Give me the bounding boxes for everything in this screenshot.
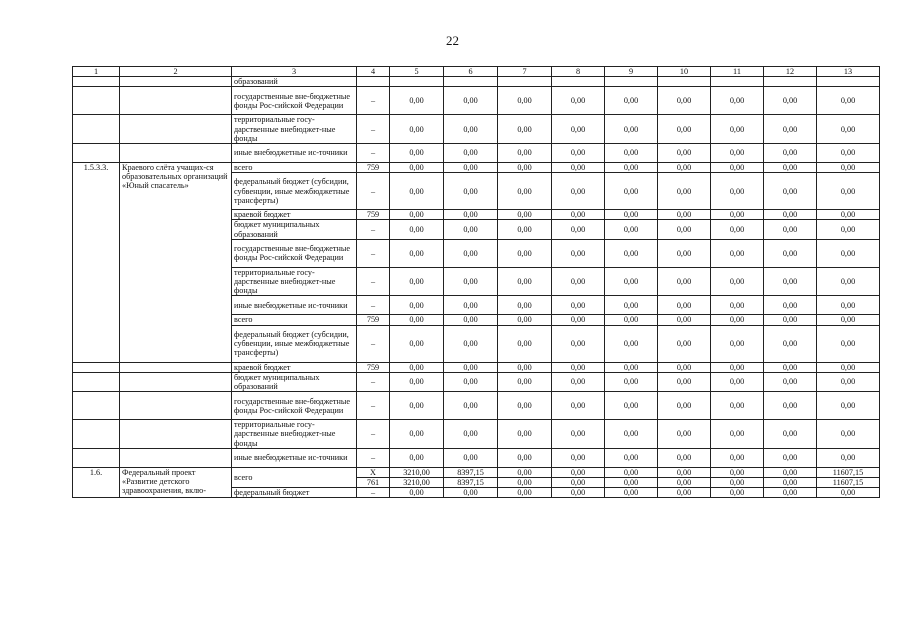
page-number: 22 (446, 33, 459, 48)
amount-cell: 0,00 (552, 488, 605, 498)
amount-cell: 0,00 (390, 296, 444, 315)
column-header: 9 (605, 67, 658, 77)
funding-source-cell: государственные вне-бюджетные фонды Рос-сийской Федерации (232, 87, 357, 115)
amount-cell: 0,00 (764, 372, 817, 391)
amount-cell: 0,00 (658, 87, 711, 115)
amount-cell: 0,00 (764, 325, 817, 362)
budget-table (72, 66, 880, 498)
code-cell: 759 (357, 210, 390, 220)
amount-cell: 0,00 (711, 144, 764, 163)
code-cell: – (357, 296, 390, 315)
item-number-cell (73, 87, 120, 115)
amount-cell: 0,00 (817, 220, 880, 239)
amount-cell: 0,00 (711, 87, 764, 115)
column-header: 3 (232, 67, 357, 77)
amount-cell: 0,00 (605, 220, 658, 239)
table-row (73, 420, 880, 449)
column-header: 13 (817, 67, 880, 77)
item-name-cell (120, 87, 232, 115)
amount-cell: 0,00 (390, 239, 444, 267)
amount-cell: 0,00 (390, 267, 444, 296)
item-number-cell (73, 420, 120, 449)
amount-cell: 0,00 (552, 163, 605, 173)
table-row (73, 144, 880, 163)
amount-cell: 0,00 (658, 325, 711, 362)
code-cell: – (357, 173, 390, 210)
amount-cell: 0,00 (552, 315, 605, 325)
amount-cell: 8397,15 (444, 478, 498, 488)
table-row (73, 448, 880, 467)
amount-cell: 0,00 (390, 173, 444, 210)
amount-cell: 0,00 (605, 87, 658, 115)
amount-cell: 0,00 (444, 210, 498, 220)
code-cell: 759 (357, 163, 390, 173)
amount-cell: 0,00 (658, 210, 711, 220)
amount-cell: 0,00 (764, 392, 817, 420)
code-cell: – (357, 420, 390, 449)
amount-cell: 0,00 (711, 173, 764, 210)
amount-cell: 0,00 (605, 478, 658, 488)
amount-cell: 0,00 (444, 325, 498, 362)
funding-source-cell: территориальные госу-дарственные внебюджет-ные фонды (232, 115, 357, 144)
amount-cell: 0,00 (390, 372, 444, 391)
amount-cell: 0,00 (711, 488, 764, 498)
amount-cell: 0,00 (390, 163, 444, 173)
amount-cell: 0,00 (711, 420, 764, 449)
amount-cell: 0,00 (498, 478, 552, 488)
amount-cell: 0,00 (817, 210, 880, 220)
funding-source-cell: бюджет муниципальных образований (232, 220, 357, 239)
amount-cell: 0,00 (498, 315, 552, 325)
amount-cell: 0,00 (817, 325, 880, 362)
amount-cell: 0,00 (498, 467, 552, 477)
amount-cell: 0,00 (817, 267, 880, 296)
amount-cell: 0,00 (390, 392, 444, 420)
amount-cell: 0,00 (658, 267, 711, 296)
amount-cell: 0,00 (658, 296, 711, 315)
item-number-cell (73, 144, 120, 163)
amount-cell: 0,00 (498, 173, 552, 210)
table-row (73, 87, 880, 115)
amount-cell: 8397,15 (444, 467, 498, 477)
code-cell: – (357, 115, 390, 144)
item-number-cell (73, 115, 120, 144)
amount-cell: 0,00 (498, 163, 552, 173)
code-cell: – (357, 220, 390, 239)
amount-cell: 0,00 (552, 296, 605, 315)
amount-cell: 0,00 (764, 448, 817, 467)
amount-cell: 0,00 (444, 448, 498, 467)
amount-cell: 0,00 (764, 210, 817, 220)
amount-cell: 0,00 (552, 115, 605, 144)
item-name-cell: Федеральный проект «Развитие детского здравоохранения, вклю- (120, 467, 232, 498)
code-cell: – (357, 325, 390, 362)
table-row (73, 163, 880, 173)
amount-cell: 0,00 (444, 420, 498, 449)
amount-cell: 0,00 (552, 87, 605, 115)
amount-cell: 0,00 (444, 488, 498, 498)
amount-cell: 0,00 (552, 372, 605, 391)
funding-source-cell: краевой бюджет (232, 362, 357, 372)
amount-cell: 0,00 (552, 325, 605, 362)
amount-cell: 0,00 (658, 163, 711, 173)
amount-cell: 0,00 (764, 239, 817, 267)
amount-cell: 0,00 (658, 478, 711, 488)
amount-cell: 0,00 (444, 267, 498, 296)
amount-cell: 0,00 (711, 392, 764, 420)
amount-cell: 0,00 (390, 488, 444, 498)
amount-cell: 0,00 (711, 220, 764, 239)
amount-cell (817, 77, 880, 87)
amount-cell: 0,00 (711, 239, 764, 267)
amount-cell: 0,00 (764, 362, 817, 372)
amount-cell: 0,00 (764, 173, 817, 210)
table-row (73, 362, 880, 372)
funding-source-cell: всего (232, 467, 357, 487)
code-cell: – (357, 448, 390, 467)
amount-cell: 0,00 (658, 144, 711, 163)
amount-cell: 0,00 (498, 392, 552, 420)
amount-cell: 0,00 (444, 173, 498, 210)
amount-cell: 0,00 (498, 448, 552, 467)
item-number-cell (73, 372, 120, 391)
amount-cell: 0,00 (390, 362, 444, 372)
amount-cell: 0,00 (498, 362, 552, 372)
amount-cell: 0,00 (658, 173, 711, 210)
amount-cell: 0,00 (552, 467, 605, 477)
amount-cell: 0,00 (658, 467, 711, 477)
amount-cell: 0,00 (605, 315, 658, 325)
funding-source-cell: федеральный бюджет (232, 488, 357, 498)
code-cell: 761 (357, 478, 390, 488)
item-number-cell (73, 392, 120, 420)
amount-cell: 0,00 (605, 115, 658, 144)
amount-cell: 0,00 (658, 372, 711, 391)
amount-cell: 0,00 (817, 173, 880, 210)
amount-cell: 3210,00 (390, 467, 444, 477)
amount-cell: 0,00 (605, 296, 658, 315)
amount-cell (658, 77, 711, 87)
amount-cell: 0,00 (605, 325, 658, 362)
code-cell: – (357, 392, 390, 420)
amount-cell: 0,00 (390, 210, 444, 220)
item-name-cell (120, 448, 232, 467)
amount-cell: 0,00 (764, 467, 817, 477)
item-name-cell (120, 115, 232, 144)
amount-cell: 0,00 (498, 87, 552, 115)
amount-cell: 0,00 (498, 296, 552, 315)
funding-source-cell: бюджет муниципальных образований (232, 372, 357, 391)
funding-source-cell: федеральный бюджет (субсидии, субвенции, иные межбюджетные трансферты) (232, 173, 357, 210)
table-row (73, 372, 880, 391)
code-cell: – (357, 488, 390, 498)
amount-cell: 0,00 (817, 239, 880, 267)
amount-cell: 0,00 (764, 296, 817, 315)
amount-cell: 0,00 (658, 115, 711, 144)
amount-cell: 0,00 (764, 267, 817, 296)
column-header: 10 (658, 67, 711, 77)
amount-cell: 0,00 (764, 220, 817, 239)
amount-cell: 0,00 (711, 115, 764, 144)
column-header: 11 (711, 67, 764, 77)
amount-cell: 0,00 (711, 267, 764, 296)
amount-cell: 0,00 (498, 420, 552, 449)
table-row (73, 467, 880, 477)
column-header: 2 (120, 67, 232, 77)
amount-cell: 0,00 (444, 392, 498, 420)
item-number-cell: 1.5.3.3. (73, 163, 120, 363)
amount-cell: 0,00 (658, 420, 711, 449)
amount-cell: 0,00 (552, 448, 605, 467)
funding-source-cell: территориальные госу-дарственные внебюджет-ные фонды (232, 420, 357, 449)
amount-cell: 0,00 (711, 163, 764, 173)
amount-cell: 0,00 (658, 488, 711, 498)
amount-cell: 0,00 (444, 163, 498, 173)
amount-cell: 0,00 (658, 448, 711, 467)
amount-cell: 0,00 (444, 144, 498, 163)
code-cell (357, 77, 390, 87)
amount-cell: 0,00 (605, 362, 658, 372)
amount-cell: 0,00 (817, 362, 880, 372)
amount-cell: 0,00 (498, 372, 552, 391)
amount-cell: 0,00 (817, 420, 880, 449)
amount-cell: 0,00 (390, 325, 444, 362)
amount-cell: 0,00 (711, 448, 764, 467)
amount-cell: 0,00 (817, 315, 880, 325)
amount-cell: 0,00 (552, 392, 605, 420)
amount-cell: 0,00 (817, 448, 880, 467)
amount-cell: 0,00 (444, 296, 498, 315)
amount-cell: 0,00 (498, 115, 552, 144)
amount-cell: 0,00 (605, 372, 658, 391)
code-cell: 759 (357, 315, 390, 325)
item-name-cell (120, 77, 232, 87)
amount-cell: 0,00 (498, 488, 552, 498)
column-header-row (73, 67, 880, 77)
amount-cell: 0,00 (552, 220, 605, 239)
amount-cell: 0,00 (711, 362, 764, 372)
amount-cell: 0,00 (498, 239, 552, 267)
amount-cell (390, 77, 444, 87)
amount-cell: 0,00 (444, 220, 498, 239)
amount-cell: 0,00 (498, 325, 552, 362)
amount-cell: 0,00 (817, 488, 880, 498)
amount-cell (498, 77, 552, 87)
amount-cell: 0,00 (817, 392, 880, 420)
amount-cell (711, 77, 764, 87)
funding-source-cell: государственные вне-бюджетные фонды Рос-сийской Федерации (232, 392, 357, 420)
amount-cell: 0,00 (390, 420, 444, 449)
amount-cell: 0,00 (605, 420, 658, 449)
code-cell: Х (357, 467, 390, 477)
item-name-cell (120, 372, 232, 391)
amount-cell: 0,00 (658, 315, 711, 325)
amount-cell (444, 77, 498, 87)
amount-cell: 0,00 (444, 372, 498, 391)
amount-cell: 0,00 (444, 362, 498, 372)
amount-cell: 0,00 (605, 392, 658, 420)
amount-cell: 11607,15 (817, 467, 880, 477)
table-row (73, 392, 880, 420)
amount-cell: 0,00 (390, 220, 444, 239)
amount-cell: 0,00 (605, 488, 658, 498)
amount-cell: 0,00 (711, 210, 764, 220)
amount-cell: 0,00 (764, 87, 817, 115)
amount-cell: 0,00 (764, 488, 817, 498)
funding-source-cell: территориальные госу-дарственные внебюджет-ные фонды (232, 267, 357, 296)
amount-cell: 0,00 (711, 372, 764, 391)
amount-cell: 0,00 (764, 478, 817, 488)
amount-cell: 0,00 (552, 173, 605, 210)
amount-cell: 0,00 (605, 163, 658, 173)
amount-cell: 0,00 (817, 115, 880, 144)
code-cell: 759 (357, 362, 390, 372)
amount-cell: 0,00 (444, 87, 498, 115)
funding-source-cell: краевой бюджет (232, 210, 357, 220)
item-name-cell (120, 392, 232, 420)
item-name-cell: Краевого слёта учащих-ся образовательных организаций «Юный спасатель» (120, 163, 232, 363)
amount-cell: 0,00 (444, 239, 498, 267)
table-row (73, 115, 880, 144)
amount-cell: 0,00 (764, 144, 817, 163)
amount-cell: 0,00 (764, 315, 817, 325)
item-name-cell (120, 420, 232, 449)
funding-source-cell: образований (232, 77, 357, 87)
amount-cell: 0,00 (605, 267, 658, 296)
amount-cell: 11607,15 (817, 478, 880, 488)
amount-cell (552, 77, 605, 87)
amount-cell: 0,00 (390, 448, 444, 467)
column-header: 7 (498, 67, 552, 77)
item-number-cell (73, 362, 120, 372)
amount-cell: 0,00 (817, 87, 880, 115)
amount-cell: 0,00 (390, 315, 444, 325)
code-cell: – (357, 144, 390, 163)
amount-cell: 0,00 (817, 163, 880, 173)
funding-source-cell: иные внебюджетные ис-точники (232, 296, 357, 315)
amount-cell: 0,00 (552, 210, 605, 220)
funding-source-cell: федеральный бюджет (субсидии, субвенции, иные межбюджетные трансферты) (232, 325, 357, 362)
amount-cell: 0,00 (605, 210, 658, 220)
code-cell: – (357, 372, 390, 391)
amount-cell: 0,00 (817, 144, 880, 163)
amount-cell: 0,00 (444, 115, 498, 144)
amount-cell: 0,00 (552, 420, 605, 449)
funding-source-cell: иные внебюджетные ис-точники (232, 448, 357, 467)
amount-cell: 0,00 (711, 325, 764, 362)
amount-cell: 0,00 (605, 448, 658, 467)
funding-source-cell: всего (232, 315, 357, 325)
amount-cell: 0,00 (605, 144, 658, 163)
item-name-cell (120, 144, 232, 163)
amount-cell: 0,00 (711, 478, 764, 488)
amount-cell (764, 77, 817, 87)
funding-source-cell: государственные вне-бюджетные фонды Рос-сийской Федерации (232, 239, 357, 267)
table-body (73, 67, 880, 498)
amount-cell: 0,00 (498, 210, 552, 220)
column-header: 5 (390, 67, 444, 77)
amount-cell: 3210,00 (390, 478, 444, 488)
amount-cell: 0,00 (658, 362, 711, 372)
column-header: 8 (552, 67, 605, 77)
amount-cell: 0,00 (764, 115, 817, 144)
amount-cell: 0,00 (658, 239, 711, 267)
item-number-cell (73, 448, 120, 467)
amount-cell: 0,00 (552, 267, 605, 296)
amount-cell: 0,00 (764, 163, 817, 173)
amount-cell (605, 77, 658, 87)
amount-cell: 0,00 (498, 144, 552, 163)
amount-cell: 0,00 (390, 87, 444, 115)
item-number-cell: 1.6. (73, 467, 120, 498)
amount-cell: 0,00 (498, 220, 552, 239)
amount-cell: 0,00 (658, 220, 711, 239)
amount-cell: 0,00 (552, 144, 605, 163)
item-name-cell (120, 362, 232, 372)
amount-cell: 0,00 (605, 467, 658, 477)
funding-source-cell: всего (232, 163, 357, 173)
amount-cell: 0,00 (764, 420, 817, 449)
amount-cell: 0,00 (605, 173, 658, 210)
amount-cell: 0,00 (390, 144, 444, 163)
code-cell: – (357, 267, 390, 296)
amount-cell: 0,00 (817, 296, 880, 315)
amount-cell: 0,00 (605, 239, 658, 267)
column-header: 4 (357, 67, 390, 77)
table-row (73, 77, 880, 87)
column-header: 1 (73, 67, 120, 77)
amount-cell: 0,00 (552, 239, 605, 267)
code-cell: – (357, 87, 390, 115)
amount-cell: 0,00 (711, 315, 764, 325)
amount-cell: 0,00 (498, 267, 552, 296)
amount-cell: 0,00 (711, 296, 764, 315)
item-number-cell (73, 77, 120, 87)
funding-source-cell: иные внебюджетные ис-точники (232, 144, 357, 163)
amount-cell: 0,00 (552, 362, 605, 372)
amount-cell: 0,00 (444, 315, 498, 325)
amount-cell: 0,00 (658, 392, 711, 420)
code-cell: – (357, 239, 390, 267)
amount-cell: 0,00 (390, 115, 444, 144)
column-header: 12 (764, 67, 817, 77)
amount-cell: 0,00 (552, 478, 605, 488)
column-header: 6 (444, 67, 498, 77)
amount-cell: 0,00 (817, 372, 880, 391)
amount-cell: 0,00 (711, 467, 764, 477)
